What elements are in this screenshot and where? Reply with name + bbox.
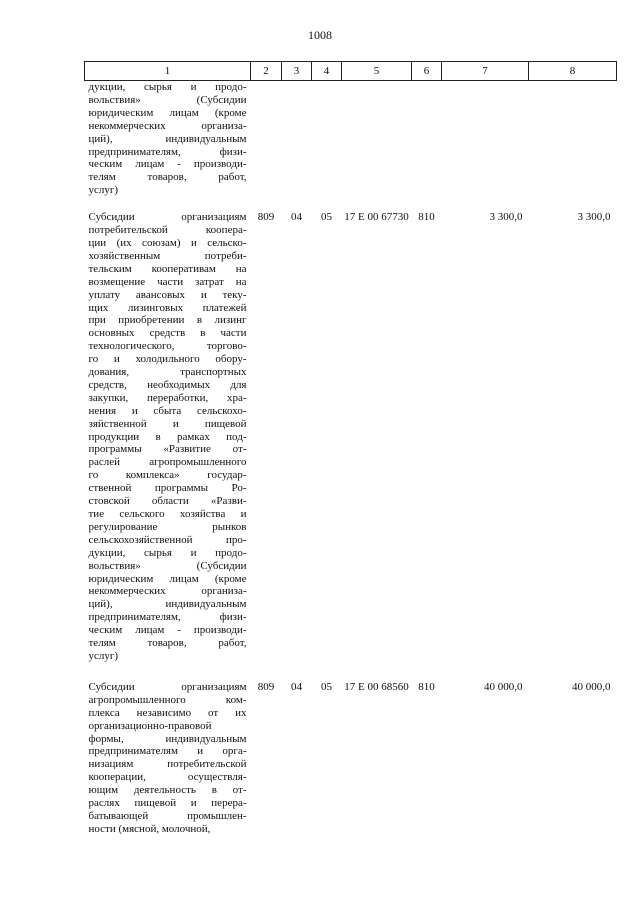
description-line: формы, индивидуальным [88,732,247,745]
description-line: телям товаров, работ, [88,637,247,650]
expense-type-code: 810 [418,211,435,224]
description-line: агропромышленного ком- [88,693,247,706]
description-line: тельским кооперативам на [88,262,247,275]
description-line: ческим лицам - производи- [88,158,247,171]
expense-type-code: 810 [418,680,435,693]
chapter-code: 809 [257,211,275,224]
description-line: ческим лицам - производи- [88,624,247,637]
row-description [85,675,251,836]
description-line: раслей агропромышленного [88,456,247,469]
subsection-code: 05 [321,680,332,693]
description-line: некоммерческих организа- [88,119,247,132]
description-line: услуг) [88,649,119,662]
header-cell-7: 7 [442,62,529,81]
description-line: программы «Развитие от- [88,443,247,456]
amount-value: 3 300,0 [489,211,523,224]
row-description [85,81,251,206]
description-line: стовской области «Разви- [88,495,247,508]
row-description [85,205,251,675]
description-line: юридическим лицам (кроме [88,572,247,585]
description-line: при приобретении в лизинг [88,314,247,327]
table-row [85,81,617,206]
description-line: продукции в рамках под- [88,430,247,443]
description-line: уплату авансовых и теку- [88,288,247,301]
chapter-code [251,81,282,206]
description-line: предпринимателям и орга- [88,745,247,758]
subsection-code: 05 [321,211,332,224]
description-line: вольствия» (Субсидии [88,559,247,572]
target-article-code [342,81,412,206]
section-code [282,81,312,206]
description-line: ственной программы Ро- [88,482,247,495]
description-line: го и холодильного обору- [88,353,247,366]
subsection-code [312,81,342,206]
header-cell-3: 3 [282,62,312,81]
description-line: ций), индивидуальным [88,598,247,611]
target-article-code: 17 Е 00 68560 [344,680,409,693]
target-article-code: 17 Е 00 67730 [344,211,409,224]
description-line: дукции, сырья и продо- [88,81,247,93]
description-line: ций), индивидуальным [88,132,247,145]
description-line: закупки, переработки, хра- [88,391,247,404]
table-row [85,675,617,836]
description-line: зяйственной и пищевой [88,417,247,430]
description-line: основных средств в части [88,327,247,340]
description-line: тие сельского хозяйства и [88,508,247,520]
description-line: батывающей промышлен- [88,809,247,822]
amount-value: 40 000,0 [484,680,523,693]
description-line: юридическим лицам (кроме [88,106,247,119]
section-code: 04 [291,211,302,224]
header-cell-5: 5 [342,62,412,81]
description-line: услуг) [88,184,119,197]
description-line: го комплекса» государ- [88,469,247,482]
description-line: некоммерческих организа- [88,585,247,598]
description-line: телям товаров, работ, [88,171,247,184]
description-line: организационно-правовой [88,719,212,732]
description-line: предпринимателям, физи- [88,611,247,624]
description-line: раслях пищевой и перера- [88,797,247,810]
description-line: нения и сбыта сельскохо- [88,404,247,417]
description-line: регулирование рынков [88,520,247,533]
chapter-code: 809 [257,680,275,693]
header-cell-2: 2 [251,62,282,81]
description-line: средств, необходимых для [88,378,247,391]
description-line: низациям потребительской [88,758,247,771]
header-cell-6: 6 [412,62,442,81]
description-line: предпринимателям, физи- [88,145,247,158]
description-line: плекса независимо от их [88,706,247,719]
header-cell-1: 1 [85,62,251,81]
description-line: щих лизинговых платежей [88,301,247,314]
header-cell-4: 4 [312,62,342,81]
description-line: дования, транспортных [88,366,247,379]
description-line: сельскохозяйственной про- [88,533,247,546]
header-cell-8: 8 [529,62,617,81]
description-line: ности (мясной, молочной, [88,822,211,835]
amount-value-total: 3 300,0 [577,211,611,224]
description-line: ции (их союзам) и сельско- [88,236,247,249]
description-line: Субсидии организациям [88,211,247,224]
amount-value-total [529,81,617,206]
amount-value [442,81,529,206]
description-line: дукции, сырья и продо- [88,546,247,559]
description-line: ющим деятельность в от- [88,784,247,797]
budget-table [84,61,617,836]
expense-type-code [412,81,442,206]
description-line: потребительской коопера- [88,224,247,237]
header-row [85,62,617,81]
amount-value-total: 40 000,0 [572,680,611,693]
description-line: кооперации, осуществля- [88,771,247,784]
table-row [85,205,617,675]
description-line: Субсидии организациям [88,680,247,693]
section-code: 04 [291,680,302,693]
description-line: технологического, торгово- [88,340,247,353]
table-body [85,81,617,836]
description-line: вольствия» (Субсидии [88,93,247,106]
description-line: хозяйственным потреби- [88,249,247,262]
page-number: 1008 [308,28,332,42]
description-line: возмещение части затрат на [88,275,247,288]
